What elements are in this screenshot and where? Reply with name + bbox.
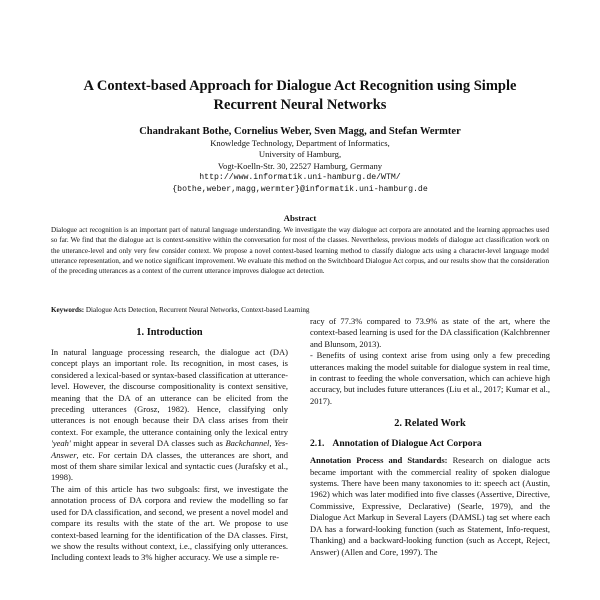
quoted-yeah: 'yeah' [51,438,71,449]
author-list: Chandrakant Bothe, Cornelius Weber, Sven Magg, and Stefan Wermter [139,126,461,137]
affiliation-line-1: Knowledge Technology, Department of Informatics, [210,138,390,148]
subsection-number: 2.1. [310,438,325,450]
annotation-paragraph: Annotation Process and Standards: Research on dialogue acts became important with the commercial reality of spoken dialogue systems. There have been many taxonomies to it: speech act (Austin, 1962) which was later modified into five classes (Assertive, Directive, Commissive, Expressive, Declarative) (Searle, 1979), and the Dialogue Act Markup in Several Layers (DAMSL) tag set where each DA has a forward-looking function (such as Statement, Info-request, Thanking) and a backward-looking function (such as Accept, Reject, Answer) (Allen and Core, 1997). The [310,455,550,557]
title-line-1: A Context-based Approach for Dialogue Act Recognition using Simple [83,78,517,94]
right-continuation: racy of 77.3% compared to 73.9% as state of the art, where the context-based learning is used for the DA classification (Kalchbrenner and Blunsom, 2013). [310,316,550,349]
intro-paragraph-1: In natural language processing research, the dialogue act (DA) concept plays an important role. Its recognition, in most cases, is considered a lexical-based or syntax-based classification at utterance-level. However, the discourse compositionality is context sensitive, meaning that the DA of an utterance can be elicited from the preceding utterances (Grosz, 1982). Hence, classifying only utterances is not enough because their DA class arises from their context. For example, the utterance containing only the lexical entry 'yeah' might appear in several DA classes such as Backchannel, Yes-Answer, etc. For certain DA classes, the utterances are short, and most of them share similar lexical and syntactic cues (Jurafsky et al., 1998). [51,347,288,483]
affiliation-line-2: University of Hamburg, [258,149,342,160]
abstract-text: Dialogue act recognition is an important part of natural language understanding. We investigate the way dialogue act corpora are annotated and the learning approaches used so far. We find that the dialogue act is context-sensitive within the conversation for most of the classes. Nevertheless, previous models of dialogue act classification work on the utterance-level and only very few consider context. We propose a novel context-based learning method to classify dialogue acts using a character-level language model utterance representation, and we notice significant improvement. We evaluate this method on the Switchboard Dialogue Act corpus, and our results show that the consideration of the preceding utterances as a context of the current utterance improves dialogue act detection. [51,226,549,276]
keywords-line [51,306,549,314]
title-line-2: Recurrent Neural Networks [213,97,387,113]
paper-title [40,77,560,115]
affiliation-line-3: Vogt-Koelln-Str. 30, 22527 Hamburg, Germany [217,160,383,171]
subsection-title: Annotation of Dialogue Act Corpora [332,438,482,450]
affiliation-email: {bothe,weber,magg,wermter}@informatik.uni-hamburg.de [172,184,428,194]
abstract-heading: Abstract [283,213,317,223]
term-backchannel: Backchannel [225,438,270,449]
affiliation-block [40,138,560,195]
related-work-heading: 2. Related Work [394,418,466,430]
affiliation-url: http://www.informatik.uni-hamburg.de/WTM/ [199,173,401,183]
intro-paragraph-2: The aim of this article has two subgoals: first, we investigate the annotation process of DA corpora and review the modelling so far used for DA classification, and second, we present a novel model and compare its results with the state of the art. We propose to use context-based learning for the identification of the DA classes. First, we show the results without context, i.e., classifying only utterances. Including context leads to 3% higher accuracy. We use a simple re- [51,483,288,563]
runin-heading: Annotation Process and Standards: [310,455,448,466]
benefits-paragraph: - Benefits of using context arise from using only a few preceding utterances making the model suitable for dialogue system in real time, in contrast to feeding the whole conversation, which can achieve high accuracy, but includes future utterances (Liu et al., 2017; Kumar et al., 2017). [310,350,550,406]
right-column [310,316,550,558]
subsection-heading [310,438,550,450]
term-yes-answer: Yes-Answer [51,438,288,460]
keywords-text: Dialogue Acts Detection, Recurrent Neural Networks, Context-based Learning [85,306,310,314]
introduction-heading: 1. Introduction [136,327,203,338]
keywords-label: Keywords: [51,306,85,314]
left-column [51,316,288,564]
